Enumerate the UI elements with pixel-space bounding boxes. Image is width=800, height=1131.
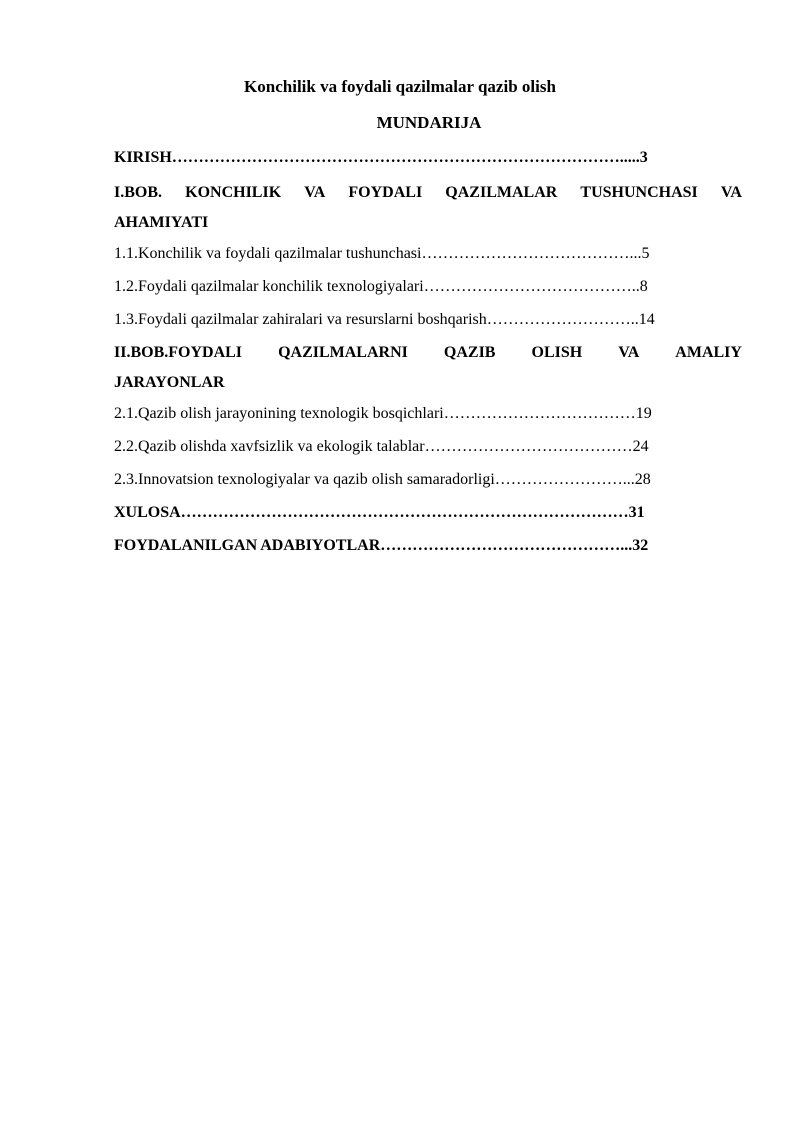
chapter-1-word: QAZILMALAR [445, 184, 558, 201]
table-of-contents [114, 146, 742, 557]
chapter-2-word: VA [618, 344, 640, 361]
toc-entry-chapter-2[interactable] [114, 338, 742, 398]
chapter-2-word: OLISH [531, 344, 583, 361]
chapter-1-word: TUSHUNCHASI [580, 184, 698, 201]
toc-entry-chapter-1[interactable] [114, 178, 742, 238]
chapter-2-word: QAZIB [443, 344, 496, 361]
chapter-2-word: II.BOB.FOYDALI [114, 344, 243, 361]
toc-entry-kirish[interactable] [114, 146, 742, 169]
toc-entry-1-1-text: 1.1.Konchilik va foydali qazilmalar tushunchasi…………………………………...5 [114, 245, 650, 262]
document-title: Konchilik va foydali qazilmalar qazib olish [244, 77, 556, 96]
toc-entry-2-3[interactable] [114, 468, 742, 491]
toc-heading: MUNDARIJA [376, 113, 482, 132]
toc-entry-2-2-text: 2.2.Qazib olishda xavfsizlik va ekologik talablar…………………………………24 [114, 438, 649, 455]
toc-entry-2-1[interactable] [114, 402, 742, 425]
toc-entry-2-2[interactable] [114, 435, 742, 458]
toc-entry-1-1[interactable] [114, 242, 742, 265]
chapter-1-word: I.BOB. [114, 184, 163, 201]
chapter-1-word: VA [720, 184, 742, 201]
toc-entry-1-3-text: 1.3.Foydali qazilmalar zahiralari va resurslarni boshqarish………………………..14 [114, 311, 655, 328]
toc-entry-kirish-text: KIRISH………………………………………………………………………….....3 [114, 149, 648, 166]
toc-entry-xulosa-text: XULOSA…………………………………………………………………………31 [114, 504, 645, 521]
toc-entry-2-1-text: 2.1.Qazib olish jarayonining texnologik bosqichlari………………………………19 [114, 405, 652, 422]
chapter-2-title-line-1 [114, 338, 742, 368]
chapter-1-word: VA [304, 184, 326, 201]
toc-entry-adabiyotlar[interactable] [114, 534, 742, 557]
chapter-1-title-line-1 [114, 178, 742, 208]
toc-entry-1-3[interactable] [114, 308, 742, 331]
toc-entry-2-3-text: 2.3.Innovatsion texnologiyalar va qazib olish samaradorligi……………………...28 [114, 471, 651, 488]
toc-entry-xulosa[interactable] [114, 501, 742, 524]
chapter-1-title-line-2: AHAMIYATI [114, 214, 209, 231]
toc-entry-1-2-text: 1.2.Foydali qazilmalar konchilik texnologiyalari…………………………………..8 [114, 278, 648, 295]
chapter-2-word: AMALIY [675, 344, 742, 361]
toc-entry-1-2[interactable] [114, 275, 742, 298]
toc-entry-adabiyotlar-text: FOYDALANILGAN ADABIYOTLAR………………………………………...32 [114, 537, 649, 554]
chapter-1-word: KONCHILIK [185, 184, 282, 201]
chapter-2-word: QAZILMALARNI [278, 344, 408, 361]
chapter-1-word: FOYDALI [348, 184, 423, 201]
chapter-2-title-line-2: JARAYONLAR [114, 374, 225, 391]
